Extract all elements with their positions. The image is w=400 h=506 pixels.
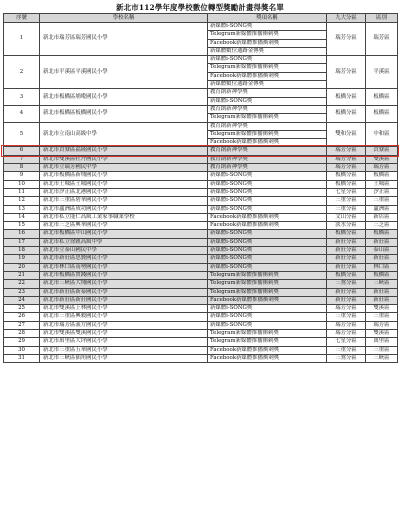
district-cell: 三重分區 xyxy=(327,205,366,213)
serial-cell: 1 xyxy=(4,23,40,56)
district-cell: 新莊分區 xyxy=(327,296,366,304)
award-cell: Facebook新媒體推播衝刺獎 xyxy=(208,139,327,147)
award-cell: 教育創新神學獎 xyxy=(208,155,327,163)
district-cell: 瑞芳分區 xyxy=(327,56,366,89)
zone-cell: 新莊區 xyxy=(366,255,398,263)
table-row xyxy=(4,222,398,230)
table-row xyxy=(4,338,398,346)
zone-cell: 三重區 xyxy=(366,346,398,354)
school-cell: 新北市三峽區大埔國民小學 xyxy=(40,280,208,288)
district-cell: 板橋分區 xyxy=(327,180,366,188)
school-cell: 新北市貢寮區福隆國民小學 xyxy=(40,147,208,155)
award-cell: 教育創新神學獎 xyxy=(208,164,327,172)
award-cell: 教育創新神學獎 xyxy=(208,147,327,155)
zone-cell: 貢寮區 xyxy=(366,147,398,155)
serial-cell: 25 xyxy=(4,305,40,313)
school-cell: 新北市雙溪區上林國民小學 xyxy=(40,305,208,313)
table-row xyxy=(4,305,398,313)
zone-cell: 瑞芳區 xyxy=(366,164,398,172)
table-row xyxy=(4,346,398,354)
district-cell: 瑞芳分區 xyxy=(327,305,366,313)
header-serial: 序號 xyxy=(4,14,40,23)
award-cell: 新媒體數位通路金傳獎 xyxy=(208,81,327,89)
district-cell: 瑞芳分區 xyxy=(327,329,366,337)
award-cell: 新媒體i-SONG獎 xyxy=(208,321,327,329)
district-cell: 瑞芳分區 xyxy=(327,155,366,163)
serial-cell: 28 xyxy=(4,329,40,337)
table-row xyxy=(4,197,398,205)
zone-cell: 三峽區 xyxy=(366,280,398,288)
award-list-sheet xyxy=(3,2,397,504)
table-row xyxy=(4,172,398,180)
table-row xyxy=(4,230,398,238)
table-row xyxy=(4,147,398,155)
award-cell: 新媒體i-SONG獎 xyxy=(208,305,327,313)
award-table xyxy=(3,13,398,363)
award-cell: 新媒體i-SONG獎 xyxy=(208,263,327,271)
award-cell: Telegram新媒體推播衝刺獎 xyxy=(208,271,327,279)
school-cell: 新北市三重區五華國民小學 xyxy=(40,346,208,354)
district-cell: 三重分區 xyxy=(327,346,366,354)
school-cell: 新北市新莊區思賢國民小學 xyxy=(40,255,208,263)
school-cell: 新北市萬里區大坪國民小學 xyxy=(40,338,208,346)
award-cell: 教育創新神學獎 xyxy=(208,89,327,97)
award-cell: 新媒體i-SONG獎 xyxy=(208,255,327,263)
serial-cell: 7 xyxy=(4,155,40,163)
award-cell: 新媒體i-SONG獎 xyxy=(208,205,327,213)
district-cell: 瑞芳分區 xyxy=(327,164,366,172)
table-body xyxy=(4,23,398,363)
zone-cell: 三芝區 xyxy=(366,222,398,230)
zone-cell: 蘆洲區 xyxy=(366,205,398,213)
zone-cell: 三重區 xyxy=(366,197,398,205)
school-cell: 新北市新莊區新泰國民小學 xyxy=(40,288,208,296)
serial-cell: 3 xyxy=(4,89,40,106)
zone-cell: 林口區 xyxy=(366,263,398,271)
zone-cell: 瑞芳區 xyxy=(366,23,398,56)
serial-cell: 13 xyxy=(4,205,40,213)
school-cell: 新北市板橋區實踐國民小學 xyxy=(40,271,208,279)
district-cell: 七星分區 xyxy=(327,188,366,196)
district-cell: 新莊分區 xyxy=(327,238,366,246)
school-cell: 新北市立南山高級中學 xyxy=(40,122,208,147)
school-cell: 新北市汐止區北港國民小學 xyxy=(40,188,208,196)
header-zone: 區別 xyxy=(366,14,398,23)
zone-cell: 三重區 xyxy=(366,313,398,321)
header-district: 九大分區 xyxy=(327,14,366,23)
table-row xyxy=(4,205,398,213)
table-row xyxy=(4,354,398,362)
zone-cell: 板橋區 xyxy=(366,172,398,180)
award-cell: Facebook新媒體推播衝刺獎 xyxy=(208,354,327,362)
district-cell: 瑞芳分區 xyxy=(327,23,366,56)
table-row xyxy=(4,271,398,279)
zone-cell: 平溪區 xyxy=(366,56,398,89)
school-cell: 新北市板橋區板橋國民小學 xyxy=(40,105,208,122)
zone-cell: 瑞芳區 xyxy=(366,321,398,329)
table-row xyxy=(4,288,398,296)
school-cell: 新北市板橋區中山國民小學 xyxy=(40,230,208,238)
table-row xyxy=(4,247,398,255)
district-cell: 七星分區 xyxy=(327,338,366,346)
school-cell: 新北市立瑞芳國民中學 xyxy=(40,164,208,172)
table-row xyxy=(4,263,398,271)
serial-cell: 15 xyxy=(4,222,40,230)
serial-cell: 21 xyxy=(4,271,40,279)
award-cell: 新媒體i-SONG獎 xyxy=(208,97,327,105)
district-cell: 雙和分區 xyxy=(327,122,366,147)
school-cell: 新北市三芝區興華國民小學 xyxy=(40,222,208,230)
serial-cell: 31 xyxy=(4,354,40,362)
serial-cell: 26 xyxy=(4,313,40,321)
serial-cell: 14 xyxy=(4,213,40,221)
serial-cell: 19 xyxy=(4,255,40,263)
table-row xyxy=(4,213,398,221)
school-cell: 新北市板橋區新埔國民小學 xyxy=(40,172,208,180)
award-cell: 新媒體i-SONG獎 xyxy=(208,238,327,246)
table-row xyxy=(4,89,398,97)
district-cell: 瑞芳分區 xyxy=(327,147,366,155)
serial-cell: 23 xyxy=(4,288,40,296)
serial-cell: 10 xyxy=(4,180,40,188)
district-cell: 三鶯分區 xyxy=(327,280,366,288)
zone-cell: 萬里區 xyxy=(366,338,398,346)
award-cell: Telegram新媒體推播衝刺獎 xyxy=(208,338,327,346)
award-cell: 新媒體i-SONG獎 xyxy=(208,188,327,196)
award-cell: Telegram新媒體推播衝刺獎 xyxy=(208,329,327,337)
zone-cell: 新店區 xyxy=(366,213,398,221)
table-row xyxy=(4,313,398,321)
table-row xyxy=(4,180,398,188)
zone-cell: 新莊區 xyxy=(366,288,398,296)
award-cell: 新媒體數位通路金傳獎 xyxy=(208,47,327,55)
school-cell: 新北市蘆洲區成功國民小學 xyxy=(40,205,208,213)
award-cell: 教育創新神學獎 xyxy=(208,122,327,130)
serial-cell: 11 xyxy=(4,188,40,196)
award-cell: 新媒體i-SONG獎 xyxy=(208,172,327,180)
school-cell: 新北市私立能仁高級工業家事職業學校 xyxy=(40,213,208,221)
school-cell: 新北市瑞芳區義方國民小學 xyxy=(40,321,208,329)
award-cell: 新媒體i-SONG獎 xyxy=(208,230,327,238)
award-cell: 新媒體i-SONG獎 xyxy=(208,247,327,255)
table-row xyxy=(4,255,398,263)
zone-cell: 板橋區 xyxy=(366,89,398,106)
zone-cell: 新莊區 xyxy=(366,238,398,246)
table-row xyxy=(4,188,398,196)
serial-cell: 18 xyxy=(4,247,40,255)
school-cell: 新北市平溪區平溪國民小學 xyxy=(40,56,208,89)
district-cell: 板橋分區 xyxy=(327,105,366,122)
header-row xyxy=(4,14,398,23)
district-cell: 板橋分區 xyxy=(327,230,366,238)
school-cell: 新北市新莊區新莊國民小學 xyxy=(40,296,208,304)
school-cell: 新北市瑞芳區瑞芳國民小學 xyxy=(40,23,208,56)
zone-cell: 板橋區 xyxy=(366,105,398,122)
school-cell: 新北市立泰山國民中學 xyxy=(40,247,208,255)
zone-cell: 土城區 xyxy=(366,180,398,188)
school-cell: 新北市私立徐匯高級中學 xyxy=(40,238,208,246)
zone-cell: 雙溪區 xyxy=(366,155,398,163)
table-row xyxy=(4,321,398,329)
table-row xyxy=(4,56,398,64)
award-cell: 新媒體i-SONG獎 xyxy=(208,197,327,205)
zone-cell: 汐止區 xyxy=(366,188,398,196)
zone-cell: 新莊區 xyxy=(366,296,398,304)
table-row xyxy=(4,155,398,163)
award-cell: Facebook新媒體推播衝刺獎 xyxy=(208,222,327,230)
district-cell: 板橋分區 xyxy=(327,271,366,279)
zone-cell: 三峽區 xyxy=(366,354,398,362)
school-cell: 新北市三重區碧華國民小學 xyxy=(40,197,208,205)
serial-cell: 30 xyxy=(4,346,40,354)
serial-cell: 12 xyxy=(4,197,40,205)
award-cell: Facebook新媒體推播衝刺獎 xyxy=(208,213,327,221)
zone-cell: 雙溪區 xyxy=(366,329,398,337)
serial-cell: 29 xyxy=(4,338,40,346)
award-cell: 新媒體i-SONG獎 xyxy=(208,23,327,31)
table-row xyxy=(4,122,398,130)
award-cell: 教育創新神學獎 xyxy=(208,105,327,113)
award-cell: Telegram新媒體推播衝刺獎 xyxy=(208,130,327,138)
school-cell: 新北市雙溪區牡丹國民小學 xyxy=(40,155,208,163)
table-row xyxy=(4,329,398,337)
school-cell: 新北市林口區南勢國民小學 xyxy=(40,263,208,271)
table-row xyxy=(4,296,398,304)
serial-cell: 24 xyxy=(4,296,40,304)
header-school: 學校名稱 xyxy=(40,14,208,23)
zone-cell: 板橋區 xyxy=(366,271,398,279)
school-cell: 新北市雙溪區雙溪國民小學 xyxy=(40,329,208,337)
serial-cell: 2 xyxy=(4,56,40,89)
district-cell: 瑞芳分區 xyxy=(327,321,366,329)
table-row xyxy=(4,280,398,288)
serial-cell: 8 xyxy=(4,164,40,172)
serial-cell: 17 xyxy=(4,238,40,246)
serial-cell: 22 xyxy=(4,280,40,288)
zone-cell: 雙溪區 xyxy=(366,305,398,313)
district-cell: 三鶯分區 xyxy=(327,354,366,362)
award-cell: Facebook新媒體推播衝刺獎 xyxy=(208,346,327,354)
award-cell: Telegram新媒體推播衝刺獎 xyxy=(208,64,327,72)
zone-cell: 泰山區 xyxy=(366,247,398,255)
district-cell: 三重分區 xyxy=(327,313,366,321)
table-row xyxy=(4,105,398,113)
school-cell: 新北市三峽區插角國民小學 xyxy=(40,354,208,362)
table-row xyxy=(4,238,398,246)
district-cell: 板橋分區 xyxy=(327,172,366,180)
serial-cell: 4 xyxy=(4,105,40,122)
award-cell: Telegram新媒體推播衝刺獎 xyxy=(208,280,327,288)
district-cell: 淡水分區 xyxy=(327,222,366,230)
award-cell: Facebook新媒體推播衝刺獎 xyxy=(208,296,327,304)
award-cell: 新媒體i-SONG獎 xyxy=(208,56,327,64)
award-cell: Telegram新媒體推播衝刺獎 xyxy=(208,31,327,39)
district-cell: 板橋分區 xyxy=(327,89,366,106)
serial-cell: 9 xyxy=(4,172,40,180)
zone-cell: 板橋區 xyxy=(366,230,398,238)
table-row xyxy=(4,164,398,172)
serial-cell: 16 xyxy=(4,230,40,238)
serial-cell: 5 xyxy=(4,122,40,147)
award-cell: Facebook新媒體推播衝刺獎 xyxy=(208,72,327,80)
award-cell: Facebook新媒體推播衝刺獎 xyxy=(208,39,327,47)
district-cell: 新莊分區 xyxy=(327,247,366,255)
district-cell: 文山分區 xyxy=(327,213,366,221)
school-cell: 新北市土城區土城國民小學 xyxy=(40,180,208,188)
zone-cell: 中和區 xyxy=(366,122,398,147)
award-cell: Telegram新媒體推播衝刺獎 xyxy=(208,114,327,122)
district-cell: 新莊分區 xyxy=(327,288,366,296)
table-row xyxy=(4,23,398,31)
school-cell: 新北市三重區興穀國民小學 xyxy=(40,313,208,321)
district-cell: 新莊分區 xyxy=(327,263,366,271)
header-award: 獎項名稱 xyxy=(208,14,327,23)
serial-cell: 6 xyxy=(4,147,40,155)
document-title: 新北市112學年度學校數位轉型獎勵計畫得獎名單 xyxy=(116,3,284,12)
award-cell: Telegram新媒體推播衝刺獎 xyxy=(208,288,327,296)
serial-cell: 27 xyxy=(4,321,40,329)
award-cell: 新媒體i-SONG獎 xyxy=(208,313,327,321)
district-cell: 三重分區 xyxy=(327,197,366,205)
district-cell: 新莊分區 xyxy=(327,255,366,263)
award-cell: 新媒體i-SONG獎 xyxy=(208,180,327,188)
school-cell: 新北市板橋區埔墘國民小學 xyxy=(40,89,208,106)
serial-cell: 20 xyxy=(4,263,40,271)
